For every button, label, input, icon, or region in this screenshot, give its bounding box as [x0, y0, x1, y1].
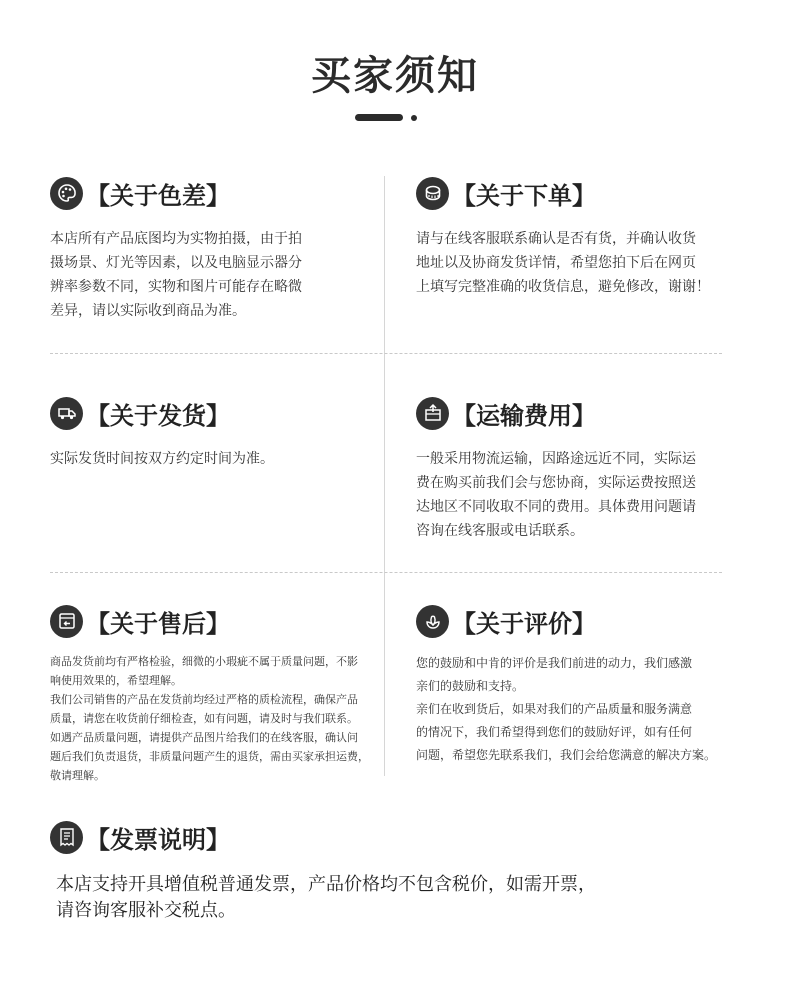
- body-line: 质量，请您在收货前仔细检查，如有问题，请及时与我们联系。: [50, 712, 358, 725]
- section-body: [50, 227, 380, 323]
- column-divider: [384, 176, 385, 776]
- section-heading: 【发票说明】: [86, 825, 230, 854]
- body-line: 一般采用物流运输，因路途远近不同，实际运: [416, 451, 696, 467]
- section-freight: [416, 396, 746, 543]
- body-line: 达地区不同收取不同的费用。具体费用问题请: [416, 499, 696, 515]
- body-line: 商品发货前均有严格检验，细微的小瑕疵不属于质量问题，不影: [50, 655, 358, 668]
- section-shipping: [50, 396, 380, 471]
- body-line: 上填写完整准确的收货信息，避免修改，谢谢！: [416, 279, 710, 295]
- body-line: 费在购买前我们会与您协商，实际运费按照送: [416, 475, 696, 491]
- section-color-difference: [50, 176, 380, 323]
- body-line: 请咨询客服补交税点。: [56, 900, 236, 921]
- body-line: 亲们在收到货后，如果对我们的产品质量和服务满意: [416, 702, 693, 716]
- flower-icon: [416, 605, 449, 638]
- body-line: 敬请理解。: [50, 769, 105, 782]
- row-divider-2: [50, 572, 722, 573]
- palette-icon: [50, 177, 83, 210]
- body-line: 请与在线客服联系确认是否有货，并确认收货: [416, 231, 696, 247]
- body-line: 差异，请以实际收到商品为准。: [50, 303, 246, 319]
- title-underline-dot: [411, 115, 417, 121]
- section-after-sales: [50, 604, 384, 785]
- body-line: 如遇产品质量问题，请提供产品图片给我们的在线客服，确认问: [50, 731, 358, 744]
- section-body: [416, 447, 746, 543]
- body-line: 我们公司销售的产品在发货前均经过严格的质检流程，确保产品: [50, 693, 358, 706]
- section-heading: 【关于评价】: [452, 609, 596, 638]
- section-heading: 【关于下单】: [452, 181, 596, 210]
- body-line: 本店所有产品底图均为实物拍摄，由于拍: [50, 231, 302, 247]
- section-ordering: [416, 176, 746, 299]
- section-heading: 【关于发货】: [86, 401, 230, 430]
- delivery-truck-icon: [50, 397, 83, 430]
- section-heading: 【关于色差】: [86, 181, 230, 210]
- section-body: [50, 447, 380, 471]
- section-reviews: [416, 604, 756, 767]
- package-box-icon: [416, 397, 449, 430]
- body-line: 的情况下，我们希望得到您们的鼓励好评，如有任何: [416, 725, 693, 739]
- body-line: 本店支持开具增值税普通发票，产品价格均不包含税价，如需开票，: [56, 874, 596, 895]
- section-heading: 【关于售后】: [86, 609, 230, 638]
- body-line: 地址以及协商发货详情，希望您拍下后在网页: [416, 255, 696, 271]
- body-line: 您的鼓励和中肯的评价是我们前进的动力，我们感激: [416, 656, 693, 670]
- body-line: 辨率参数不同，实物和图片可能存在略微: [50, 279, 302, 295]
- page-title: 买家须知: [311, 53, 479, 99]
- section-body: [416, 652, 756, 767]
- section-body: [50, 872, 750, 924]
- title-underline-bar: [355, 114, 403, 121]
- body-line: 亲们的鼓励和支持。: [416, 679, 525, 693]
- row-divider-1: [50, 353, 722, 354]
- section-body: [416, 227, 746, 299]
- body-line: 咨询在线客服或电话联系。: [416, 523, 584, 539]
- receipt-icon: [50, 821, 83, 854]
- section-heading: 【运输费用】: [452, 401, 596, 430]
- body-line: 题后我们负责退货，非质量问题产生的退货，需由买家承担运费，: [50, 750, 369, 763]
- body-line: 问题，希望您先联系我们，我们会给您满意的解决方案。: [416, 748, 717, 762]
- measuring-tape-icon: [416, 177, 449, 210]
- body-line: 摄场景、灯光等因素，以及电脑显示器分: [50, 255, 302, 271]
- body-line: 响使用效果的，希望理解。: [50, 674, 182, 687]
- body-line: 实际发货时间按双方约定时间为准。: [50, 451, 274, 467]
- return-box-icon: [50, 605, 83, 638]
- section-body: [50, 652, 384, 785]
- section-invoice: [50, 820, 750, 924]
